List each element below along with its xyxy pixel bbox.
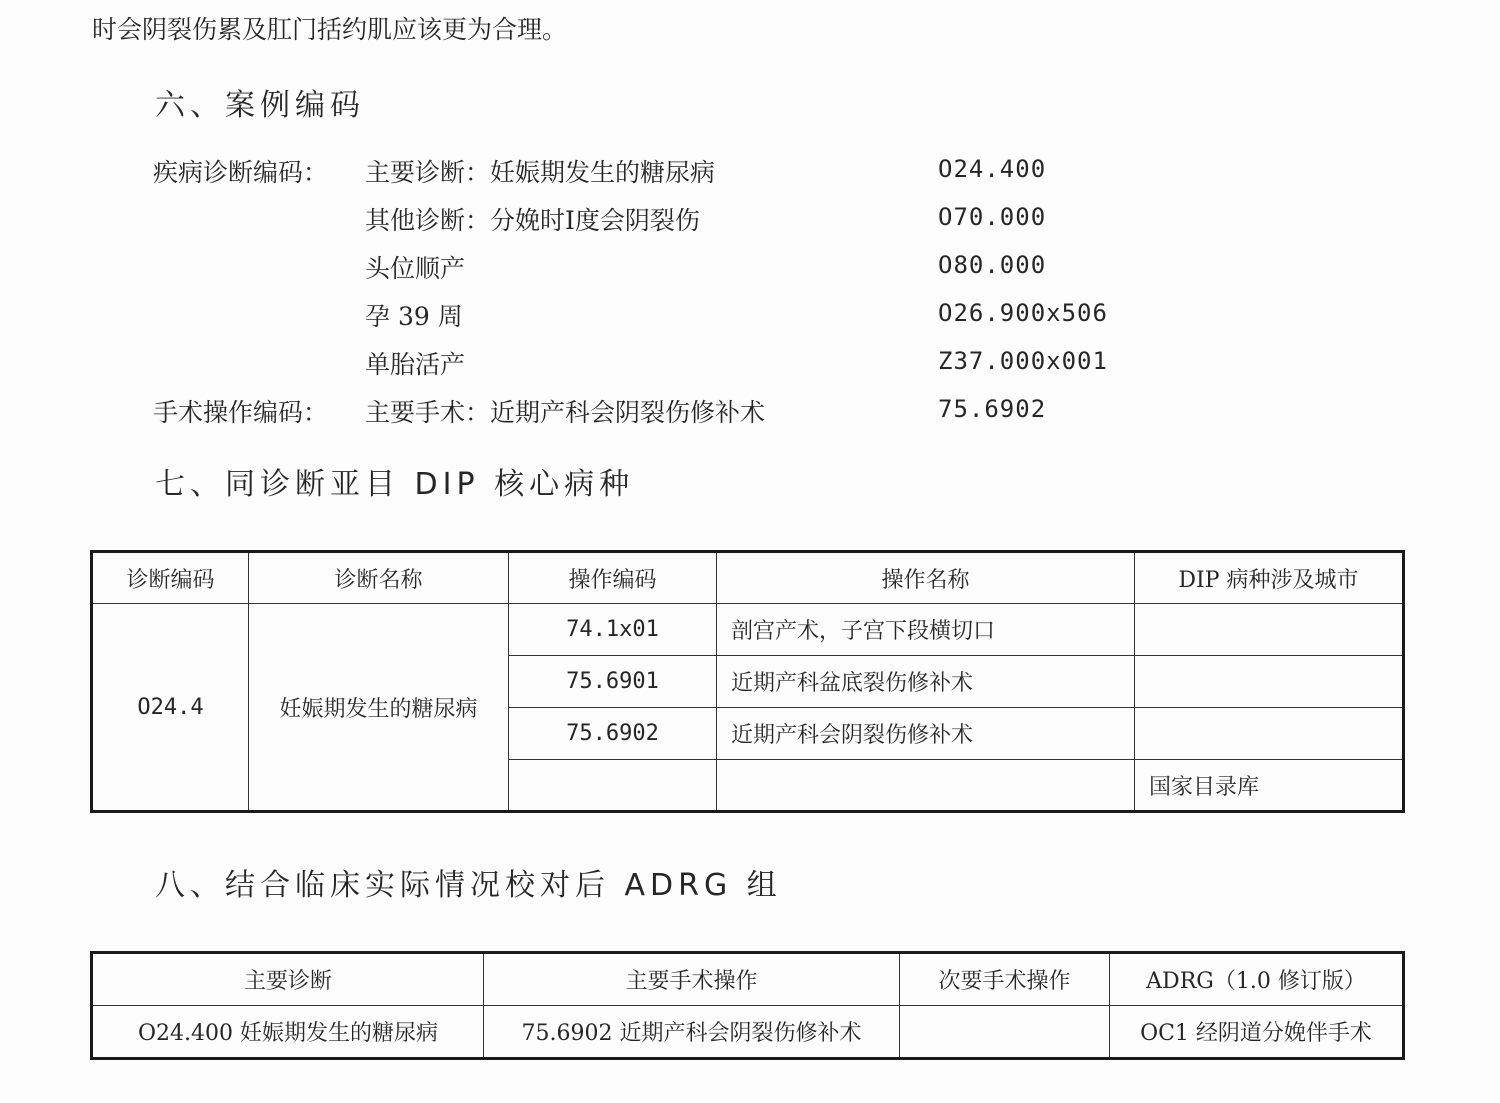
- diagnosis-code: O80.000: [938, 251, 1047, 279]
- operation-name-cell: [717, 760, 1135, 812]
- operation-code: 75.6902: [938, 395, 1047, 423]
- operation-code-cell: 74.1x01: [509, 604, 717, 656]
- column-header: 操作编码: [509, 552, 717, 604]
- secondary-operation-cell: [900, 1006, 1110, 1059]
- diagnosis-code: O26.900x506: [938, 299, 1108, 327]
- operation-code-cell: 75.6902: [509, 708, 717, 760]
- section-6-heading: 六、案例编码: [155, 88, 365, 123]
- operation-code-label: 手术操作编码：: [153, 398, 329, 427]
- operation-code-cell: [509, 760, 717, 812]
- adrg-cell: OC1 经阴道分娩伴手术: [1110, 1006, 1404, 1059]
- operation-name-cell: 剖宫产术，子宫下段横切口: [717, 604, 1135, 656]
- operation-name-cell: 近期产科盆底裂伤修补术: [717, 656, 1135, 708]
- main-operation-cell: 75.6902 近期产科会阴裂伤修补术: [484, 1006, 900, 1059]
- city-cell: 国家目录库: [1135, 760, 1404, 812]
- operation-code-cell: 75.6901: [509, 656, 717, 708]
- column-header: 诊断名称: [249, 552, 509, 604]
- adrg-group-table: [90, 951, 1405, 1060]
- table-header-row: [92, 552, 1404, 604]
- city-cell: [1135, 708, 1404, 760]
- table-row: [92, 604, 1404, 656]
- section-8-heading: 八、结合临床实际情况校对后 ADRG 组: [155, 868, 782, 903]
- table-header-row: [92, 953, 1404, 1006]
- dip-core-disease-table: [90, 550, 1405, 813]
- table-row: [92, 1006, 1404, 1059]
- intro-text: 时会阴裂伤累及肛门括约肌应该更为合理。: [92, 15, 568, 44]
- diagnosis-text: 孕 39 周: [365, 302, 463, 331]
- diagnosis-text: 主要诊断：妊娠期发生的糖尿病: [365, 158, 716, 187]
- diagnosis-code: Z37.000x001: [938, 347, 1108, 375]
- column-header: DIP 病种涉及城市: [1135, 552, 1404, 604]
- city-cell: [1135, 656, 1404, 708]
- operation-text: 主要手术：近期产科会阴裂伤修补术: [365, 398, 766, 427]
- column-header: ADRG（1.0 修订版）: [1110, 953, 1404, 1006]
- column-header: 次要手术操作: [900, 953, 1110, 1006]
- diagnosis-text: 单胎活产: [365, 350, 466, 379]
- column-header: 操作名称: [717, 552, 1135, 604]
- column-header: 主要手术操作: [484, 953, 900, 1006]
- main-diagnosis-cell: O24.400 妊娠期发生的糖尿病: [92, 1006, 484, 1059]
- diagnosis-code: O24.400: [938, 155, 1047, 183]
- diagnosis-text: 其他诊断：分娩时Ⅰ度会阴裂伤: [365, 206, 700, 235]
- diagnosis-name-cell: 妊娠期发生的糖尿病: [249, 604, 509, 812]
- section-7-heading: 七、同诊断亚目 DIP 核心病种: [155, 467, 635, 502]
- diagnosis-code-label: 疾病诊断编码：: [153, 158, 329, 187]
- column-header: 主要诊断: [92, 953, 484, 1006]
- diagnosis-text: 头位顺产: [365, 254, 466, 283]
- city-cell: [1135, 604, 1404, 656]
- operation-name-cell: 近期产科会阴裂伤修补术: [717, 708, 1135, 760]
- diagnosis-code: O70.000: [938, 203, 1047, 231]
- column-header: 诊断编码: [92, 552, 249, 604]
- diagnosis-code-cell: O24.4: [92, 604, 249, 812]
